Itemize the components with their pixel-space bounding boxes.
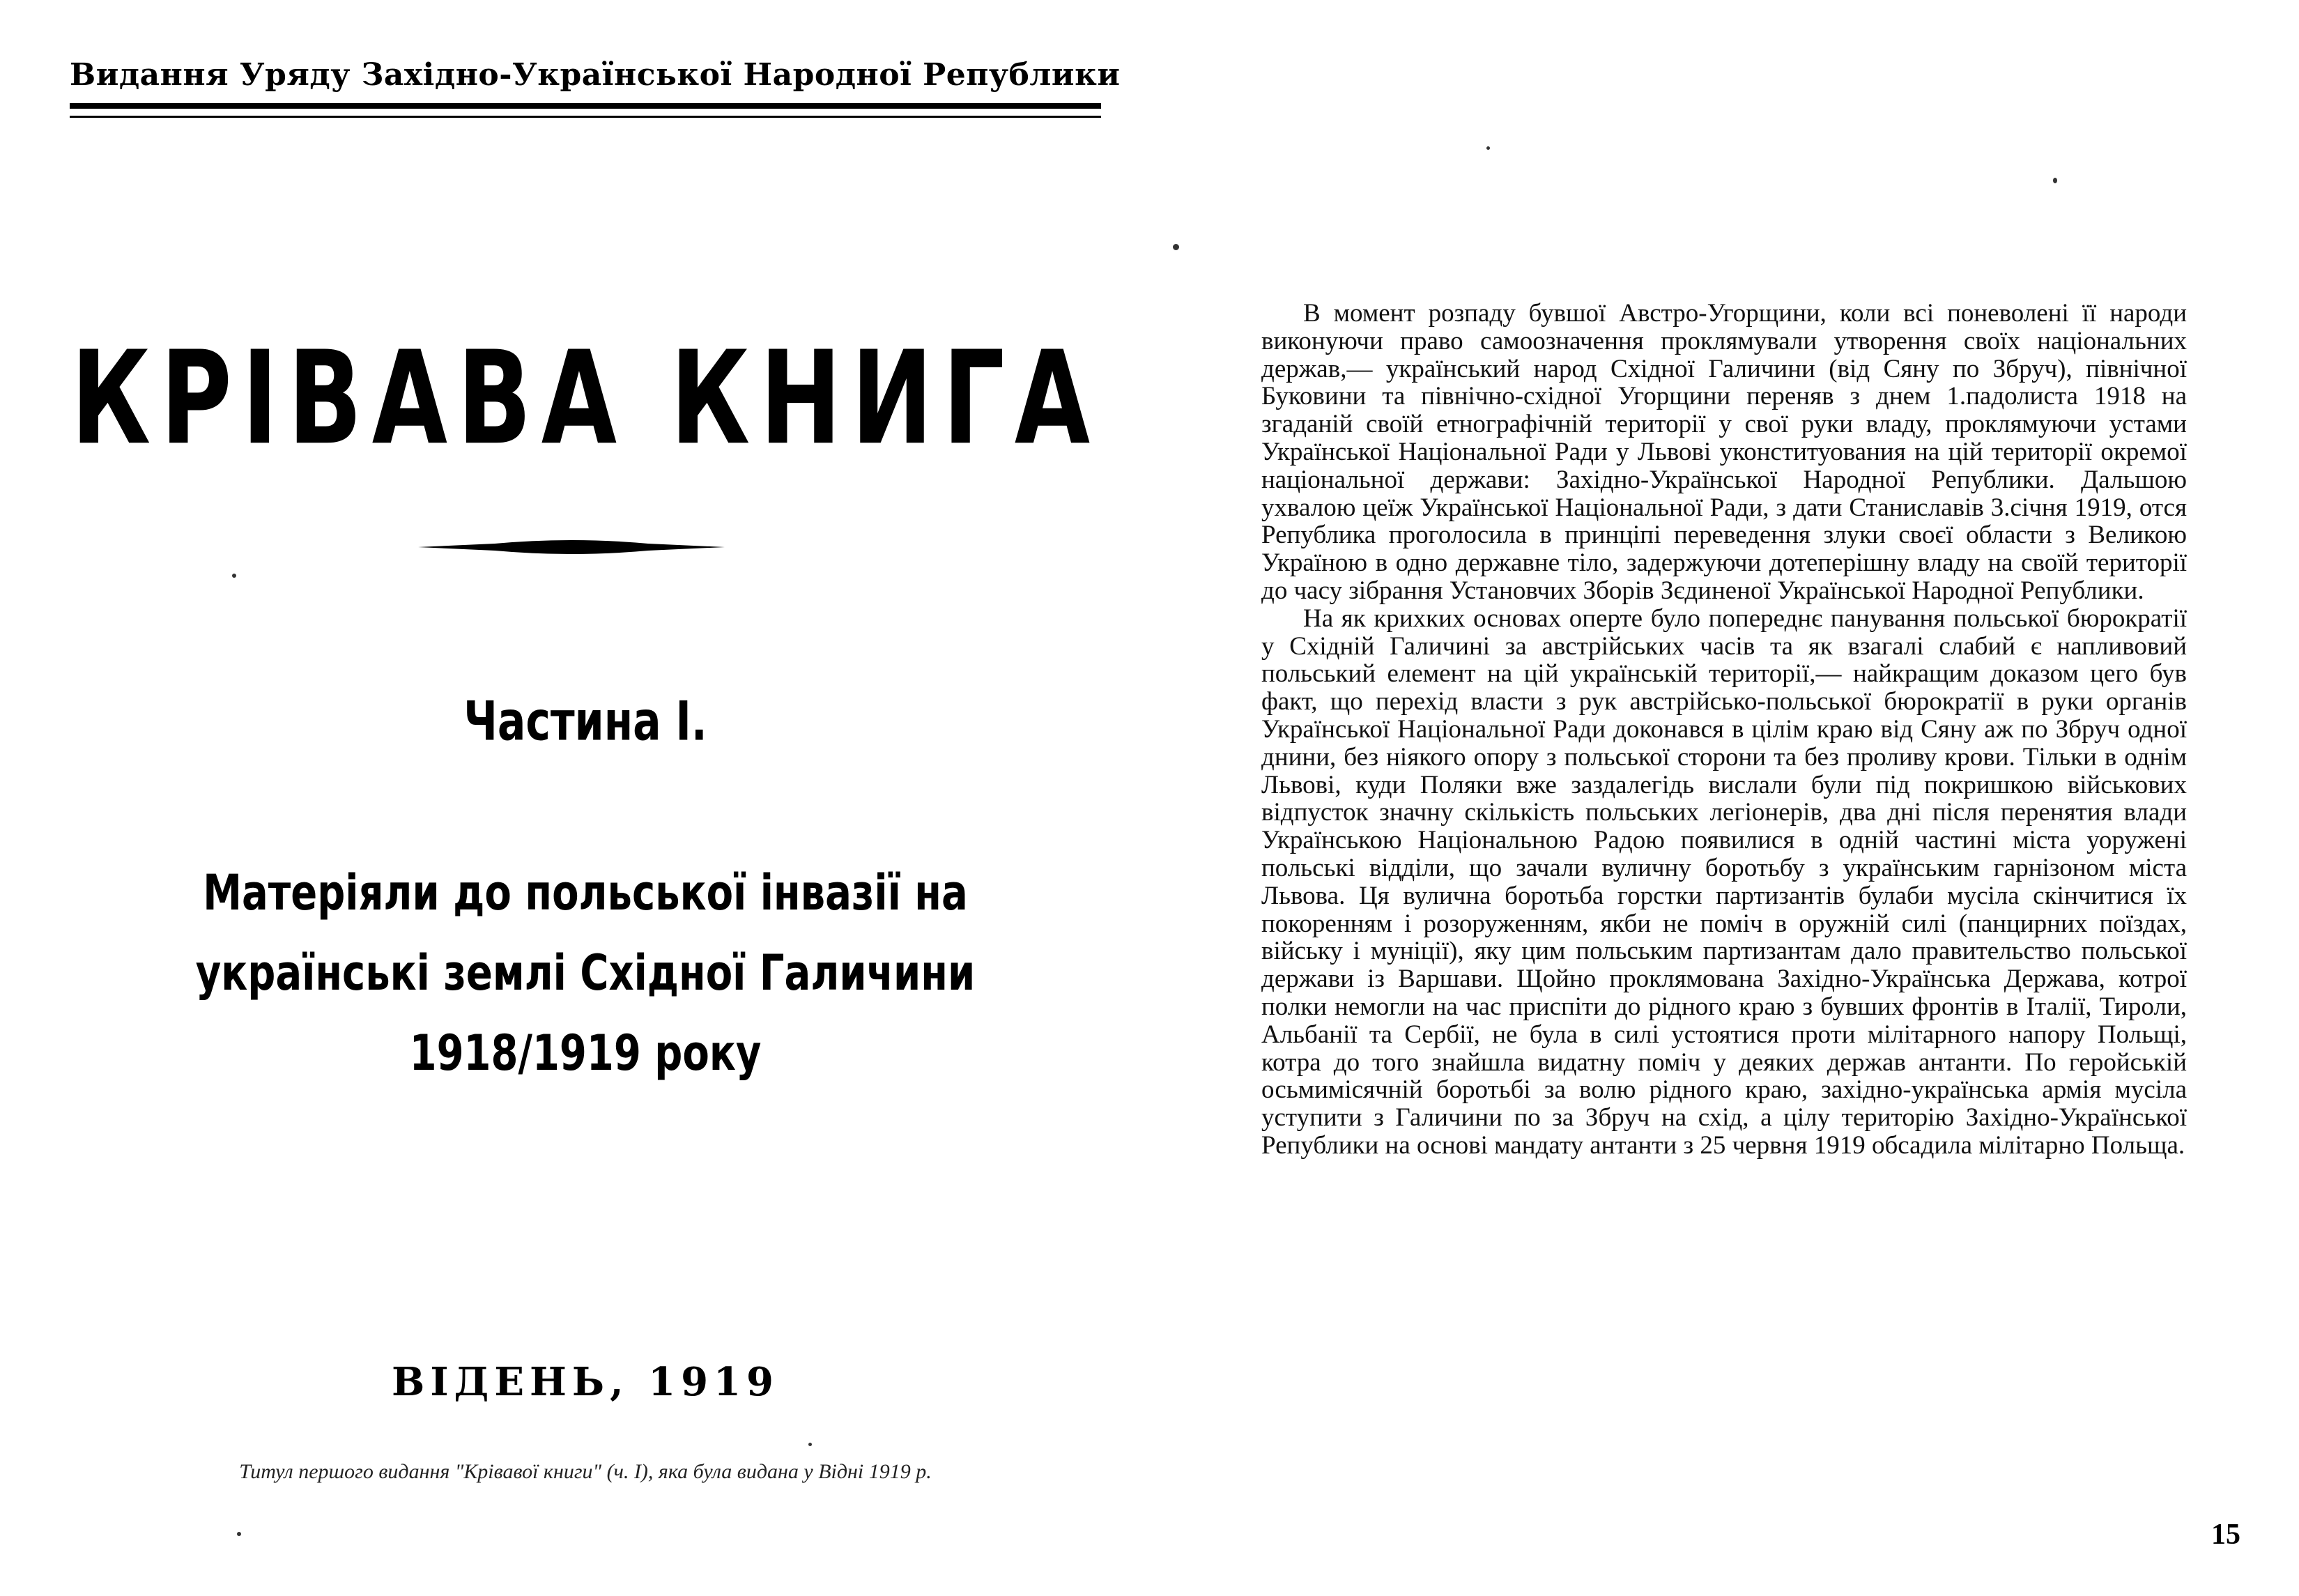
print-speck	[1486, 146, 1490, 150]
paragraph: На як крихких основах оперте було попереднє панування польської бюрократії у Східній Галичині за австрійських часів та як взагалі слабий є напливовий польський елемент на цій українській території,— найкращим доказом цего був факт, що перехід власти з рук австрійсько-польської бюрократії в руки органів Української Національної Ради доконався в цілім краю від Сяну аж по Збруч одної днини, без ніякого опору з польської сторони та без проливу крови. Тільки в однім Львові, куди Поляки вже заздалегідь вислали були під покришкою військових відпусток значну скількість польських легіонерів, два дні після перенятия влади Українською Національною Радою появилися в одній частині міста уоружені польські відділи, що зачали вуличну боротьбу з українським гарнізоном міста Львова. Ця вулична боротьба горстки партизантів булаби мусіла скінчитися їх покоренням і розоруженням, якби не поміч в оружній силі (панцирних поїздах, війську і муніції), яку цим польським партизантам дало правительство польської держави із Варшави. Щойно проклямована Західно-Українська Держава, котрої полки немогли на час приспіти до рідного краю з бувших фронтів в Італії, Тироли, Альбанії та Сербії, не була в силі устоятися проти мілітарного напору Польщі, котра до того знайшла видатну поміч у деяких держав антанти. По геройській осьмимісячній боротьбі за волю рідного краю, західно-українська армія мусіла уступити з Галичини по за Збруч на схід, а цілу територію Західно-Української Републики на основі мандату антанти з 25 червня 1919 обсадила мілітарно Польща.	[1261, 604, 2187, 1160]
print-speck	[1173, 244, 1179, 250]
subtitle-line: українські землі Східної Галичини	[195, 945, 976, 1002]
ornament-divider	[418, 537, 725, 558]
header-rule-thin	[70, 116, 1101, 118]
body-text	[1261, 300, 2187, 1160]
header-title: Видання Уряду Західно-Української Народної Републики	[70, 57, 1121, 93]
page-number: 15	[2211, 1519, 2240, 1551]
print-speck	[2053, 178, 2057, 183]
subtitle-line: Матеріяли до польської інвазії на	[203, 865, 968, 922]
print-speck	[808, 1443, 812, 1446]
paragraph: В момент розпаду бувшої Австро-Угорщини, коли всі поневолені її народи виконуючи право самоозначення проклямували утворення своїх національних держав,— український народ Східної Галичини (від Сяну по Збруч), північної Буковини та північно-східної Угорщини переняв з днем 1.падолиста 1918 на згаданій своїй етнографічній території у свої руки владу, проклямуючи устами Української Національної Ради у Львові уконституования на цій території окремої національної держави: Західно-Української Народної Републики. Дальшою ухвалою цеїж Української Національної Ради, з дати Станиславів 3.січня 1919, отся Република проголосила в принціпі переведення злуки своєї области з Великою Україною в одно державне тіло, задержуючи дотеперішну владу на своїй території до часу зібрання Установчих Зборів Зєдиненої Української Народної Републики.	[1261, 299, 2187, 605]
header-rule	[70, 103, 1101, 109]
left-page	[0, 0, 1143, 1596]
print-speck	[232, 574, 236, 578]
place-year: ВІДЕНЬ, 1919	[392, 1359, 779, 1405]
part-title: Частина І.	[463, 690, 707, 753]
right-page	[1143, 0, 2299, 1596]
print-speck	[237, 1532, 241, 1536]
subtitle-line: 1918/1919 року	[409, 1025, 762, 1082]
book-title: КРІВАВА КНИГА	[70, 324, 1100, 475]
image-caption: Титул першого видання "Крівавої книги" (ч. І), яка була видана у Відні 1919 р.	[239, 1460, 932, 1483]
subtitle	[70, 854, 1101, 1094]
